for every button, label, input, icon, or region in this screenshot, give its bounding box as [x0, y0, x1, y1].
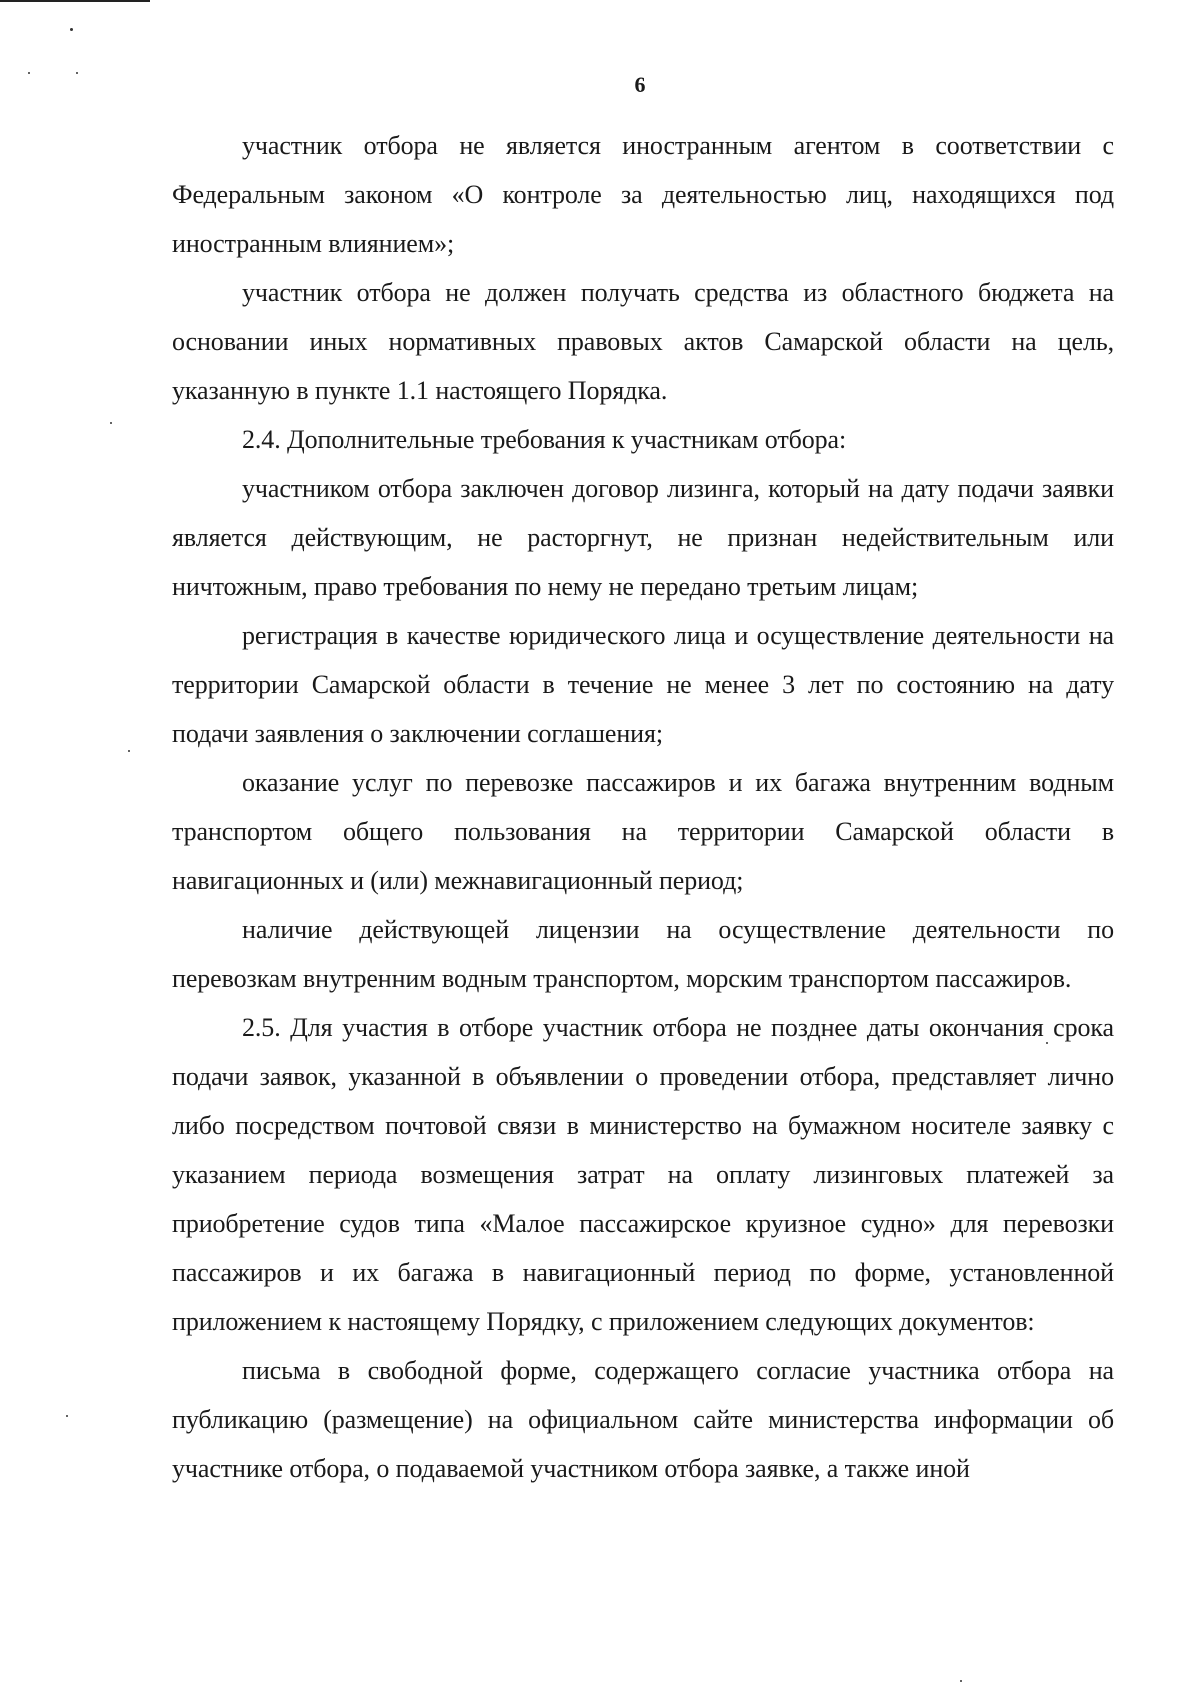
scan-speck: [128, 750, 130, 752]
page-number: 6: [634, 72, 646, 97]
scan-speck: [960, 1680, 962, 1682]
paragraph-foreign-agent: участник отбора не является иностранным агентом в соответствии с Федеральным законом «О контроле за деятельностью лиц, находящихся под иностранным влиянием»;: [172, 131, 1114, 258]
paragraph-registration: регистрация в качестве юридического лица и осуществление деятельности на территории Самарской области в течение не менее 3 лет по состоянию на дату подачи заявления о заключении соглашения;: [172, 621, 1114, 748]
paragraph-leasing-contract: участником отбора заключен договор лизинга, который на дату подачи заявки является действующим, не расторгнут, не признан недействительным или ничтожным, право требования по нему не передано третьим лицам;: [172, 474, 1114, 601]
scan-edge-mark: [0, 0, 150, 2]
scan-speck: [66, 1415, 68, 1417]
body-text: [172, 121, 1114, 1493]
paragraph-consent-letter: письма в свободной форме, содержащего согласие участника отбора на публикацию (размещение) на официальном сайте министерства информации об участнике отбора, о подаваемой участником отбора заявке, а также иной: [172, 1356, 1114, 1483]
paragraph-section-2-5: 2.5. Для участия в отборе участник отбора не позднее даты окончания срока подачи заявок, указанной в объявлении о проведении отбора, представляет лично либо посредством почтовой связи в министерство на бумажном носителе заявку с указанием периода возмещения затрат на оплату лизинговых платежей за приобретение судов типа «Малое пассажирское круизное судно» для перевозки пассажиров и их багажа в навигационный период по форме, установленной приложением к настоящему Порядку, с приложением следующих документов:: [172, 1013, 1114, 1336]
paragraph-budget-funds: участник отбора не должен получать средства из областного бюджета на основании иных нормативных правовых актов Самарской области на цель, указанную в пункте 1.1 настоящего Порядка.: [172, 278, 1114, 405]
paragraph-license: наличие действующей лицензии на осуществление деятельности по перевозкам внутренним водным транспортом, морским транспортом пассажиров.: [172, 915, 1114, 993]
scan-speck: [70, 28, 73, 31]
paragraph-passenger-services: оказание услуг по перевозке пассажиров и их багажа внутренним водным транспортом общего пользования на территории Самарской области в навигационных и (или) межнавигационный период;: [172, 768, 1114, 895]
scan-speck: [110, 422, 112, 424]
paragraph-section-2-4: 2.4. Дополнительные требования к участникам отбора:: [242, 425, 847, 454]
